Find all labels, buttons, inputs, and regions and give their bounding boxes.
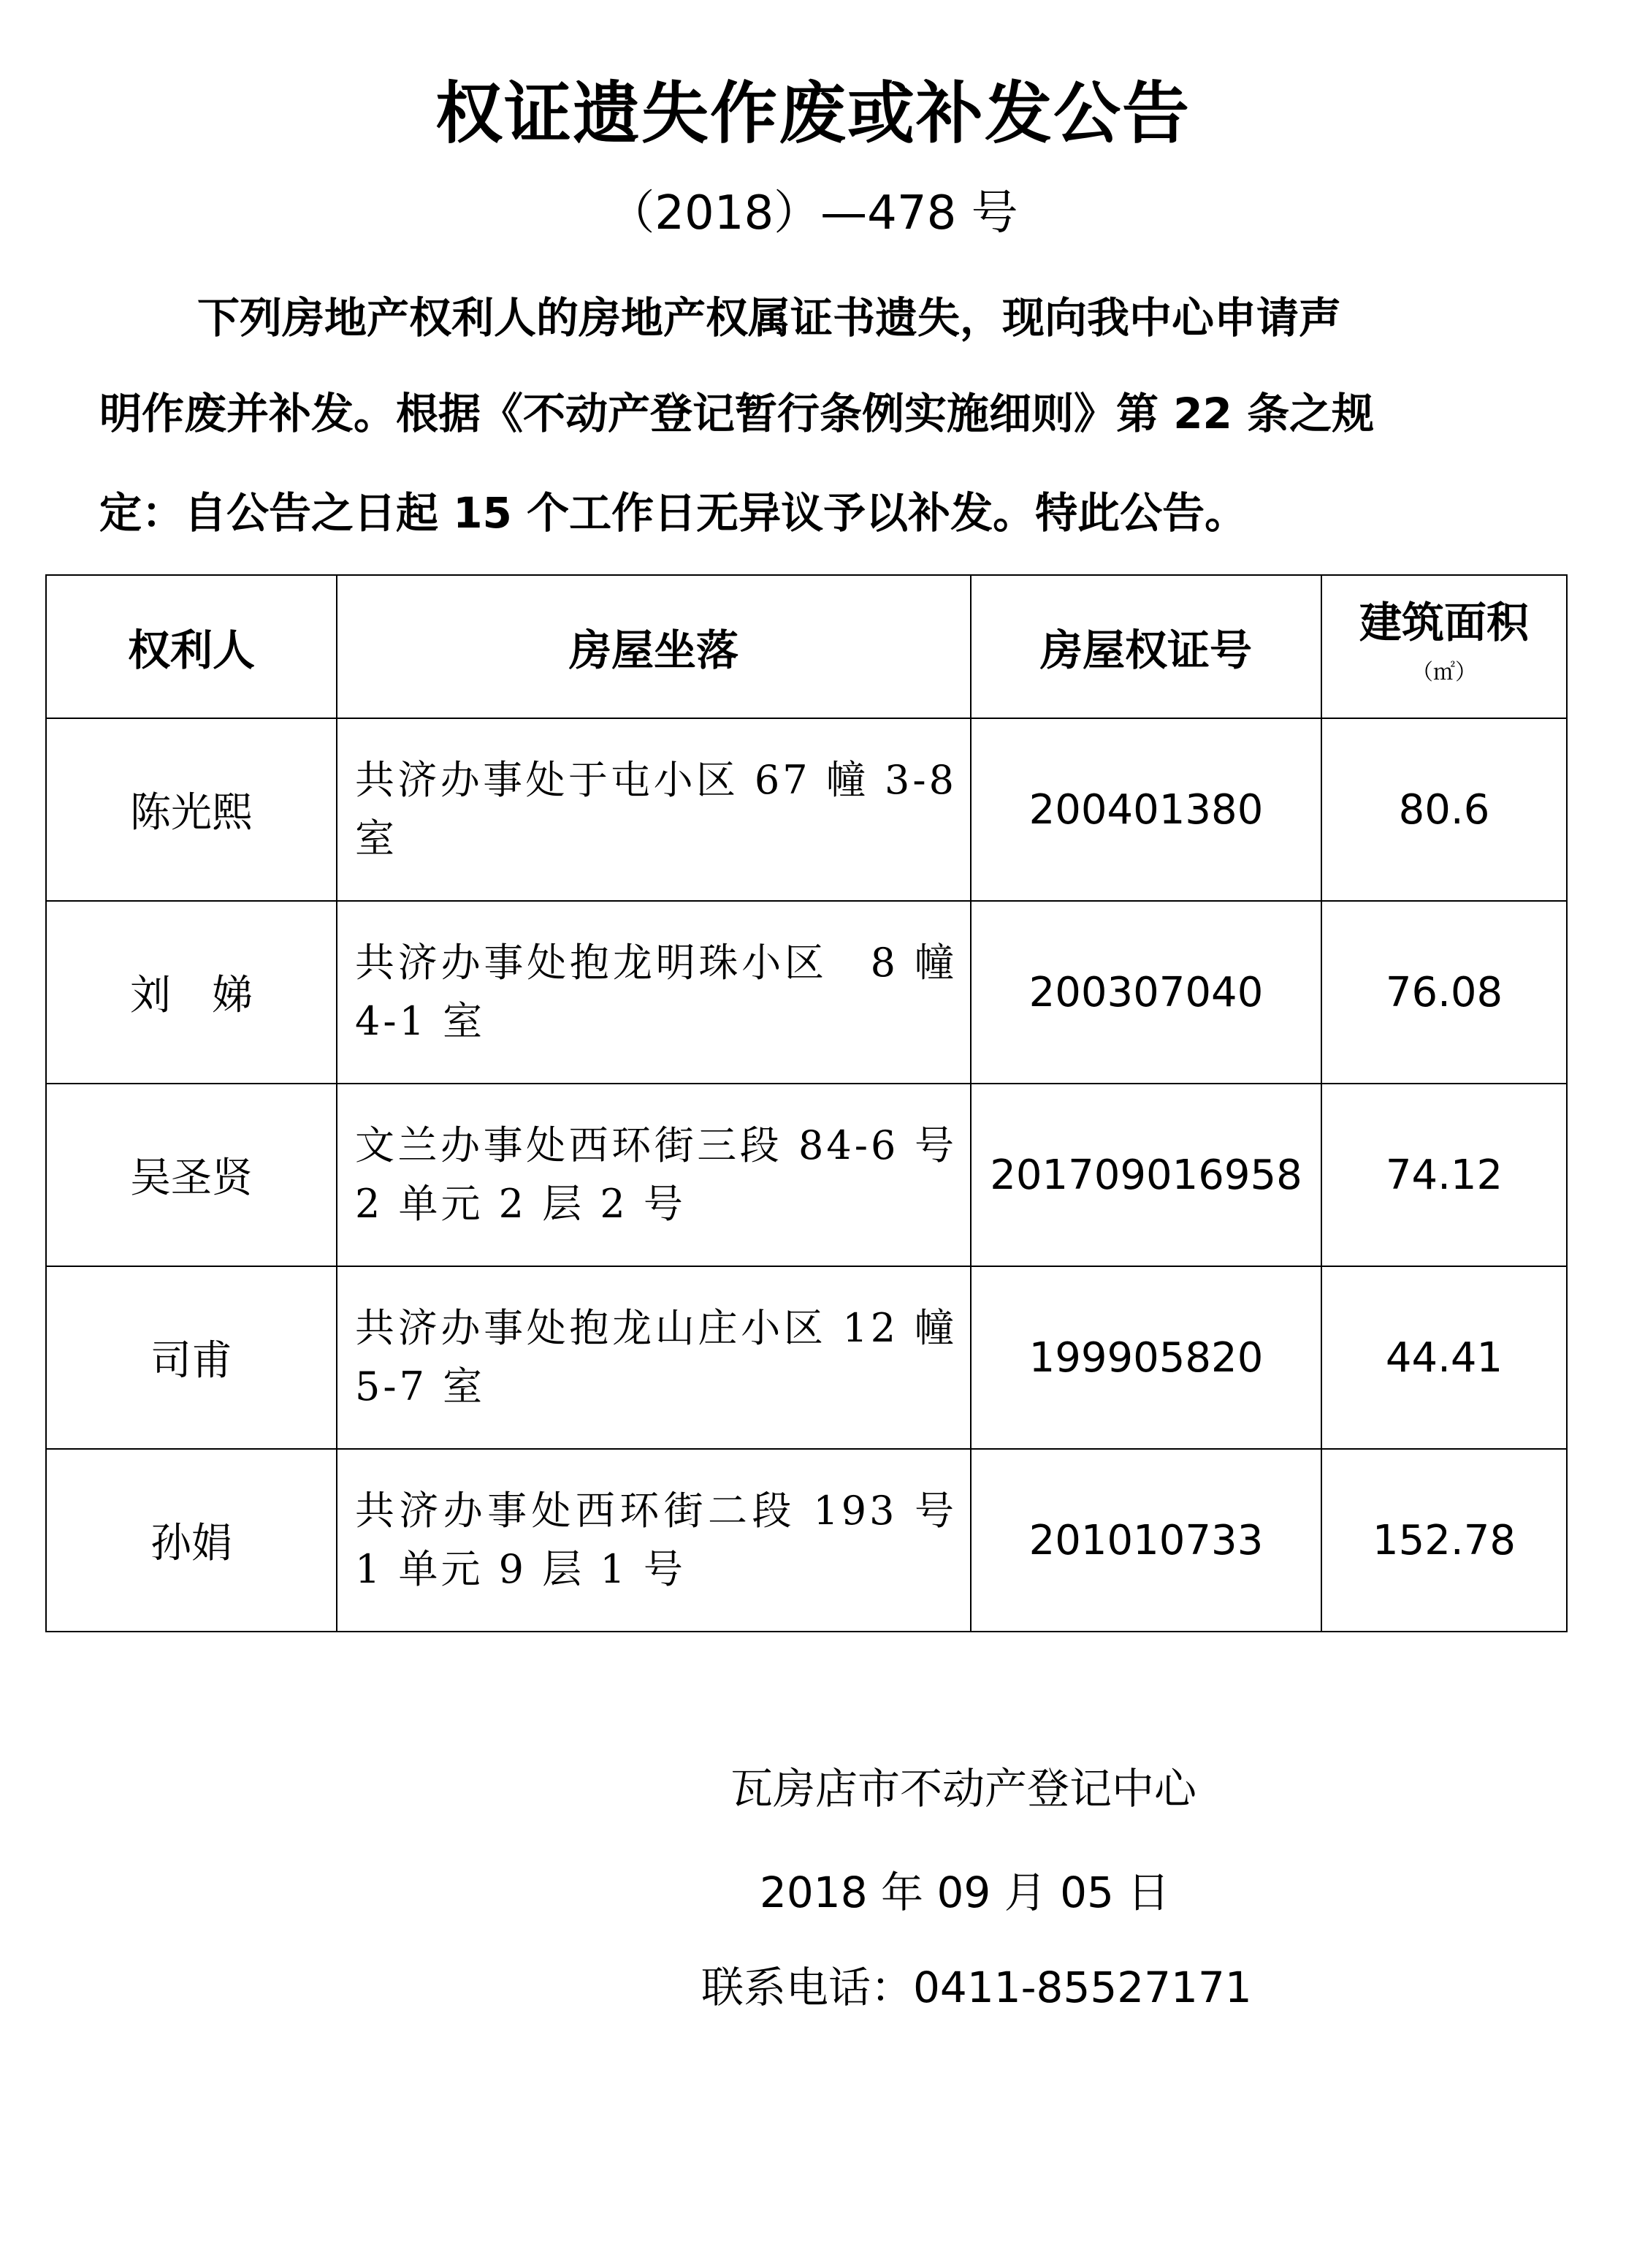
cell-certificate: 200401380 xyxy=(971,718,1321,901)
notice-paragraph-line-1: 下列房地产权利人的房地产权属证书遗失，现向我中心申请声 xyxy=(197,293,1342,343)
header-holder: 权利人 xyxy=(46,575,337,718)
table-header-row xyxy=(46,575,1567,718)
table-row xyxy=(46,718,1567,901)
cell-area: 74.12 xyxy=(1321,1084,1567,1266)
cell-area: 80.6 xyxy=(1321,718,1567,901)
cell-area: 152.78 xyxy=(1321,1449,1567,1632)
table-row xyxy=(46,1084,1567,1266)
cell-location: 共济办事处西环街二段 193 号 1 单元 9 层 1 号 xyxy=(337,1449,971,1632)
contact-phone-number: 0411-85527171 xyxy=(913,1963,1252,2012)
header-area xyxy=(1321,575,1567,718)
notice-title: 权证遗失作废或补发公告 xyxy=(435,75,1191,153)
header-area-unit: （㎡） xyxy=(1411,660,1477,685)
header-location: 房屋坐落 xyxy=(337,575,971,718)
header-area-title: 建筑面积 xyxy=(1359,598,1529,647)
cell-certificate: 200307040 xyxy=(971,901,1321,1084)
contact-phone-label: 联系电话： xyxy=(701,1963,914,2012)
cell-holder: 孙娟 xyxy=(46,1449,337,1632)
notice-paragraph-line-3: 定：自公告之日起 15 个工作日无异议予以补发。特此公告。 xyxy=(99,488,1248,538)
cell-holder: 吴圣贤 xyxy=(46,1084,337,1266)
notice-paragraph-line-2: 明作废并补发。根据《不动产登记暂行条例实施细则》第 22 条之规 xyxy=(99,389,1375,438)
header-certificate: 房屋权证号 xyxy=(971,575,1321,718)
table-row xyxy=(46,1449,1567,1632)
cell-location: 共济办事处于屯小区 67 幢 3-8 室 xyxy=(337,718,971,901)
cell-holder: 陈光熙 xyxy=(46,718,337,901)
issue-date: 2018 年 09 月 05 日 xyxy=(760,1868,1170,1917)
cell-area: 44.41 xyxy=(1321,1266,1567,1449)
cell-certificate: 199905820 xyxy=(971,1266,1321,1449)
lost-certificate-table xyxy=(45,574,1568,1632)
contact-phone xyxy=(701,1958,1252,2017)
notice-number: （2018）—478 号 xyxy=(608,186,1018,240)
cell-location: 文兰办事处西环街三段 84-6 号 2 单元 2 层 2 号 xyxy=(337,1084,971,1266)
cell-location: 共济办事处抱龙山庄小区 12 幢 5-7 室 xyxy=(337,1266,971,1449)
issuing-organization: 瓦房店市不动产登记中心 xyxy=(730,1764,1197,1814)
table-row xyxy=(46,901,1567,1084)
cell-location: 共济办事处抱龙明珠小区 8 幢 4-1 室 xyxy=(337,901,971,1084)
cell-certificate: 201709016958 xyxy=(971,1084,1321,1266)
table-row xyxy=(46,1266,1567,1449)
cell-area: 76.08 xyxy=(1321,901,1567,1084)
cell-holder: 刘 娣 xyxy=(46,901,337,1084)
cell-certificate: 201010733 xyxy=(971,1449,1321,1632)
cell-holder: 司甫 xyxy=(46,1266,337,1449)
